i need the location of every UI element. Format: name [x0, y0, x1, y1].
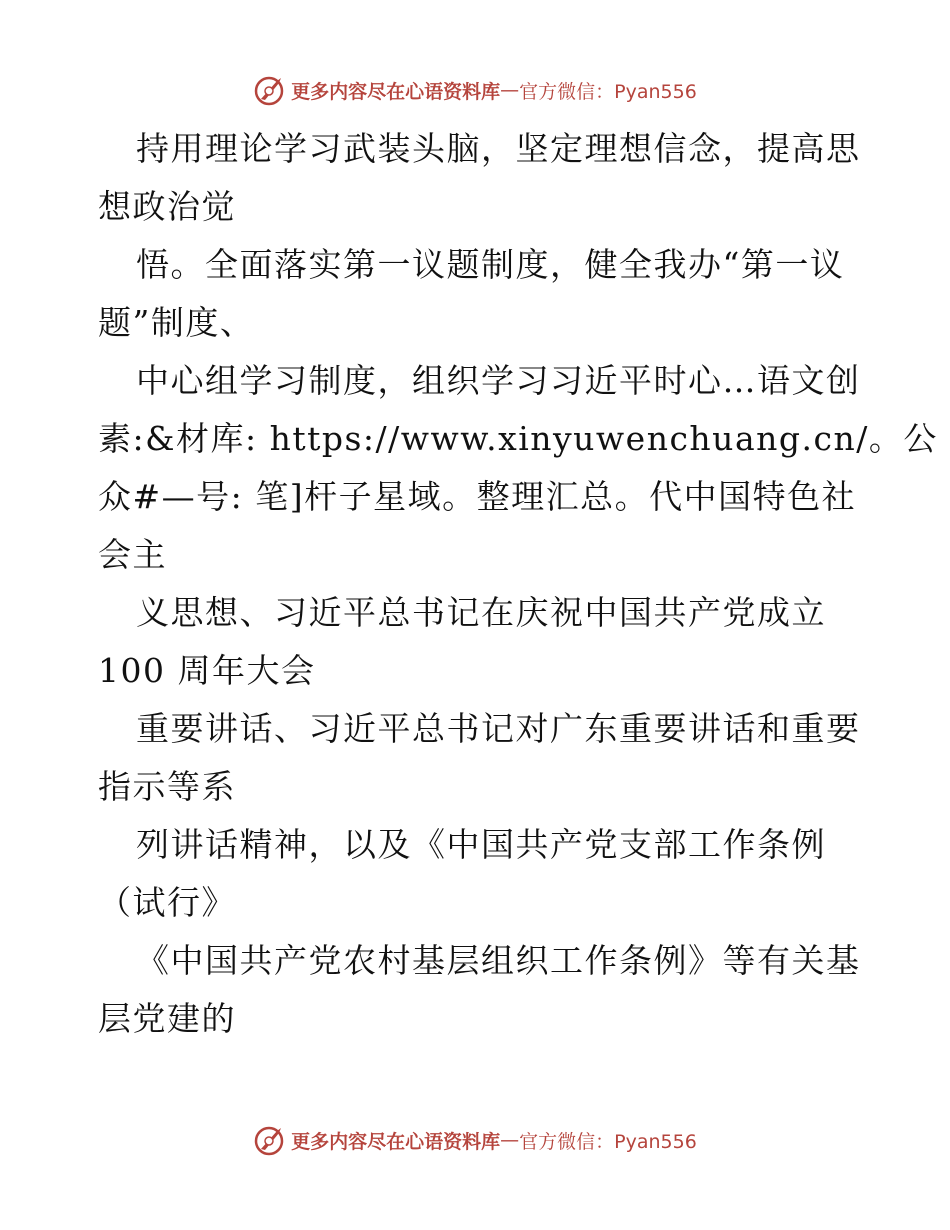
banner-title: 更多内容尽在心语资料库 — [291, 1130, 501, 1153]
document-body — [98, 120, 938, 1048]
text-line: 题”制度、 — [98, 303, 255, 342]
footer-banner — [0, 1120, 950, 1160]
quill-pen-logo-icon — [253, 73, 287, 107]
text-line: 100 周年大会 — [98, 651, 316, 690]
text-line: 重要讲话、习近平总书记对广东重要讲话和重要 — [136, 709, 861, 748]
text-line: 《中国共产党农村基层组织工作条例》等有关基 — [136, 941, 861, 980]
header-banner — [0, 70, 950, 110]
banner-title: 更多内容尽在心语资料库 — [291, 80, 501, 103]
text-line: 义思想、习近平总书记在庆祝中国共产党成立 — [136, 593, 826, 632]
text-line: 持用理论学习武装头脑，坚定理想信念，提高思 — [136, 129, 861, 168]
text-line: 众#—号: 笔]杆子星域。整理汇总。代中国特色社 — [98, 477, 857, 516]
banner-separator: — — [500, 1129, 520, 1151]
text-line: 列讲话精神，以及《中国共产党支部工作条例 — [136, 825, 826, 864]
banner-wechat: 官方微信：Pyan556 — [519, 80, 697, 103]
text-line: 中心组学习制度，组织学习习近平时心…语文创 — [136, 361, 861, 400]
quill-pen-logo-icon — [253, 1123, 287, 1157]
banner-separator: — — [500, 79, 520, 101]
text-line: 指示等系 — [98, 767, 236, 806]
text-line: 想政治觉 — [98, 187, 236, 226]
text-line: （试行》 — [98, 883, 236, 922]
text-line: 悟。全面落实第一议题制度，健全我办“第一议 — [136, 245, 845, 284]
banner-wechat: 官方微信：Pyan556 — [519, 1130, 697, 1153]
text-line: 素:&材库: https://www.xinyuwenchuang.cn/。公 — [98, 419, 938, 458]
text-line: 层党建的 — [98, 999, 236, 1038]
text-line: 会主 — [98, 535, 167, 574]
